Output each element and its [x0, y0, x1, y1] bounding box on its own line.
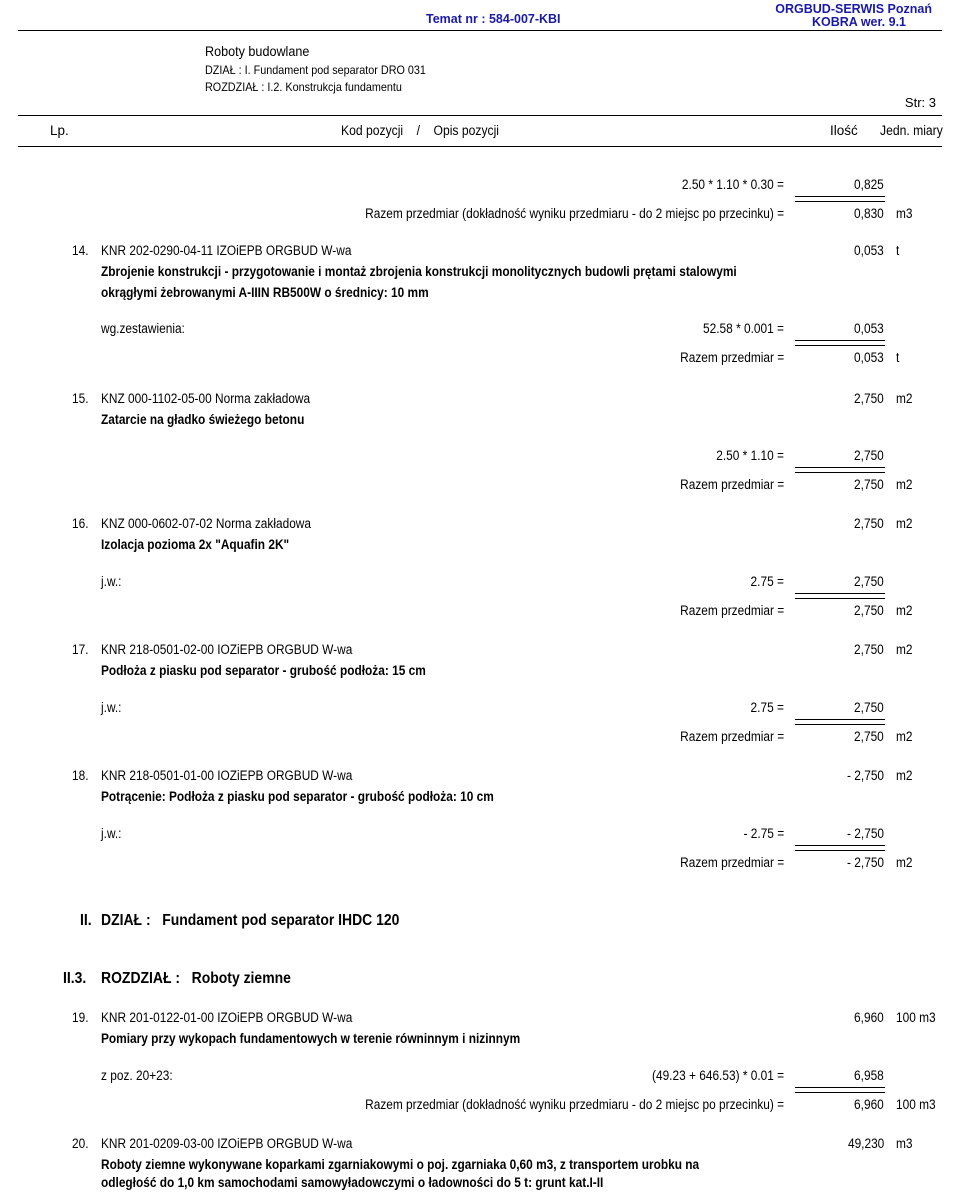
sum-unit: m2 [896, 729, 913, 744]
calc-expression: 2.75 = [750, 574, 784, 589]
item-lp: 18. [72, 768, 89, 783]
sum-label: Razem przedmiar = [680, 603, 784, 618]
calc-label: j.w.: [101, 826, 122, 841]
company-name: ORGBUD-SERWIS Poznań [775, 2, 932, 16]
column-ilosc: Ilość [830, 123, 858, 138]
item-unit: t [896, 243, 900, 258]
page-number: Str: 3 [904, 95, 936, 110]
item-description: Podłoża z piasku pod separator - grubość podłoża: 15 cm [101, 663, 426, 678]
item-quantity: 2,750 [854, 391, 884, 406]
calc-value: 2,750 [854, 448, 884, 463]
sum-value: 2,750 [854, 477, 884, 492]
calc-expression: - 2.75 = [743, 826, 784, 841]
sum-value: 6,960 [854, 1097, 884, 1112]
item-unit: m2 [896, 768, 913, 783]
item-unit: m2 [896, 642, 913, 657]
calc-label: wg.zestawienia: [101, 321, 185, 336]
item-code: KNR 218-0501-01-00 IOZiEPB ORGBUD W-wa [101, 768, 353, 783]
calc-value: 2,750 [854, 574, 884, 589]
columns-bottom-line [18, 146, 942, 147]
software-version: KOBRA wer. 9.1 [811, 15, 906, 29]
item-code: KNZ 000-1102-05-00 Norma zakładowa [101, 391, 311, 406]
item-description: Zbrojenie konstrukcji - przygotowanie i montaż zbrojenia konstrukcji monolitycznych budowli prętami stalowymi [101, 264, 737, 279]
item-description-2: odległość do 1,0 km samochodami samowyładowczymi o ładowności do 5 t: grunt kat.I-II [101, 1175, 604, 1190]
calc-expression: (49.23 + 646.53) * 0.01 = [651, 1068, 784, 1083]
calc-value: 6,958 [854, 1068, 884, 1083]
item-code: KNR 218-0501-02-00 IOZiEPB ORGBUD W-wa [101, 642, 353, 657]
columns-top-line [18, 115, 942, 116]
item-lp: 15. [72, 391, 89, 406]
item-description: Roboty ziemne wykonywane koparkami zgarniakowymi o poj. zgarniaka 0,60 m3, z transportem urobku na [101, 1157, 700, 1172]
item-lp: 16. [72, 516, 89, 531]
item-quantity: 0,053 [854, 243, 884, 258]
sum-label: Razem przedmiar = [680, 855, 784, 870]
sum-unit: m2 [896, 855, 913, 870]
item-lp: 14. [72, 243, 89, 258]
sum-label: Razem przedmiar = [680, 729, 784, 744]
sum-label: Razem przedmiar = [680, 477, 784, 492]
column-lp: Lp. [50, 123, 69, 138]
item-unit: 100 m3 [896, 1010, 936, 1025]
sum-value: 0,830 [854, 206, 884, 221]
calc-value: 2,750 [854, 700, 884, 715]
sum-double-line [795, 467, 885, 473]
dzial-heading: DZIAŁ : I. Fundament pod separator DRO 031 [205, 63, 426, 77]
item-unit: m2 [896, 516, 913, 531]
item-code: KNR 201-0209-03-00 IZOiEPB ORGBUD W-wa [101, 1136, 353, 1151]
sum-double-line [795, 845, 885, 851]
item-unit: m3 [896, 1136, 913, 1151]
sum-label: Razem przedmiar (dokładność wyniku przedmiaru - do 2 miejsc po przecinku) = [365, 206, 784, 221]
sum-unit: m3 [896, 206, 913, 221]
item-code: KNZ 000-0602-07-02 Norma zakładowa [101, 516, 311, 531]
section-dzial-title: DZIAŁ : Fundament pod separator IHDC 120 [101, 912, 400, 929]
calc-value: 0,825 [854, 177, 884, 192]
sum-double-line [795, 196, 885, 202]
calc-expression: 52.58 * 0.001 = [703, 321, 784, 336]
sum-unit: t [896, 350, 900, 365]
sum-label: Razem przedmiar (dokładność wyniku przedmiaru - do 2 miejsc po przecinku) = [365, 1097, 784, 1112]
item-description: Zatarcie na gładko świeżego betonu [101, 412, 305, 427]
sum-value: - 2,750 [847, 855, 884, 870]
item-lp: 20. [72, 1136, 89, 1151]
calc-label: j.w.: [101, 700, 122, 715]
item-description: Izolacja pozioma 2x "Aquafin 2K" [101, 537, 290, 552]
calc-value: - 2,750 [847, 826, 884, 841]
document-title: Roboty budowlane [205, 43, 310, 59]
item-code: KNR 201-0122-01-00 IZOiEPB ORGBUD W-wa [101, 1010, 353, 1025]
rozdzial-heading: ROZDZIAŁ : I.2. Konstrukcja fundamentu [205, 80, 402, 94]
item-lp: 17. [72, 642, 89, 657]
item-description: Potrącenie: Podłoża z piasku pod separator - grubość podłoża: 10 cm [101, 789, 494, 804]
section-rozdzial-number: II.3. [63, 970, 87, 987]
header-divider [18, 30, 942, 31]
calc-label: j.w.: [101, 574, 122, 589]
sum-unit: 100 m3 [896, 1097, 936, 1112]
sum-double-line [795, 593, 885, 599]
item-unit: m2 [896, 391, 913, 406]
sum-unit: m2 [896, 477, 913, 492]
sum-value: 0,053 [854, 350, 884, 365]
item-quantity: 49,230 [847, 1136, 884, 1151]
section-dzial-number: II. [80, 912, 92, 929]
sum-double-line [795, 719, 885, 725]
item-lp: 19. [72, 1010, 89, 1025]
calc-expression: 2.50 * 1.10 * 0.30 = [681, 177, 784, 192]
sum-value: 2,750 [854, 603, 884, 618]
sum-value: 2,750 [854, 729, 884, 744]
section-rozdzial-title: ROZDZIAŁ : Roboty ziemne [101, 970, 291, 987]
sum-label: Razem przedmiar = [680, 350, 784, 365]
calc-expression: 2.75 = [750, 700, 784, 715]
calc-expression: 2.50 * 1.10 = [716, 448, 784, 463]
item-quantity: 6,960 [854, 1010, 884, 1025]
column-kod-opis: Kod pozycji / Opis pozycji [341, 123, 500, 138]
sum-unit: m2 [896, 603, 913, 618]
item-description: Pomiary przy wykopach fundamentowych w terenie równinnym i nizinnym [101, 1031, 521, 1046]
item-code: KNR 202-0290-04-11 IZOiEPB ORGBUD W-wa [101, 243, 352, 258]
item-quantity: 2,750 [854, 642, 884, 657]
item-description-2: okrągłymi żebrowanymi A-IIIN RB500W o średnicy: 10 mm [101, 285, 429, 300]
item-quantity: - 2,750 [847, 768, 884, 783]
column-jedn: Jedn. miary [880, 123, 943, 138]
item-quantity: 2,750 [854, 516, 884, 531]
project-number: Temat nr : 584-007-KBI [426, 12, 561, 26]
sum-double-line [795, 340, 885, 346]
sum-double-line [795, 1087, 885, 1093]
calc-value: 0,053 [854, 321, 884, 336]
calc-label: z poz. 20+23: [101, 1068, 173, 1083]
